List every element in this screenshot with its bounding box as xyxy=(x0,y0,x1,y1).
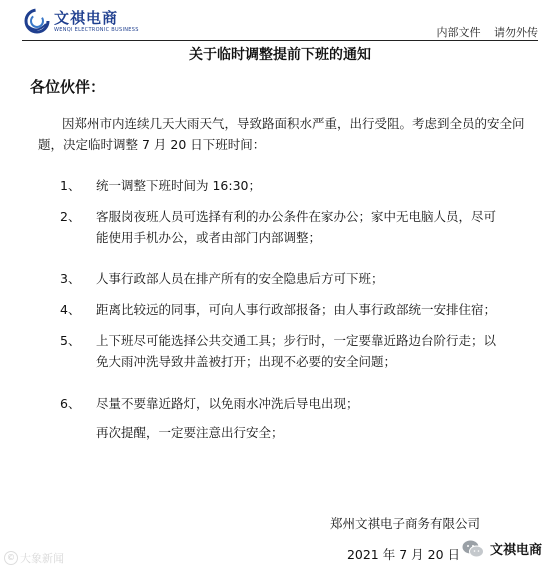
item-number: 4、 xyxy=(60,302,81,317)
notice-date: 2021 年 7 月 20 日 xyxy=(346,547,460,562)
logo-english-text: WENQI ELECTRONIC BUSINESS xyxy=(54,26,139,33)
item-text: 人事行政部人员在排产所有的安全隐患后方可下班； xyxy=(96,271,384,286)
item-text: 距离比较远的同事，可向人事行政部报备；由人事行政部统一安排住宿； xyxy=(96,302,497,317)
item-number: 6、 xyxy=(60,396,81,411)
greeting: 各位伙伴： xyxy=(30,78,106,96)
no-forward-tag: 请勿外传 xyxy=(494,26,538,39)
item-number: 5、 xyxy=(60,333,81,348)
item-number: 1、 xyxy=(60,178,81,193)
logo-swirl-icon xyxy=(24,8,50,34)
internal-doc-tag: 内部文件 xyxy=(436,26,481,39)
item-text: 尽量不要靠近路灯，以免雨水冲洗后导电出现； xyxy=(96,396,359,411)
document-header xyxy=(0,0,560,42)
header-divider xyxy=(22,40,538,41)
wechat-watermark-text: 文祺电商 xyxy=(489,543,542,558)
copyright-icon: © xyxy=(4,551,18,565)
logo-chinese-text: 文祺电商 xyxy=(54,8,119,27)
item-number: 2、 xyxy=(60,209,81,224)
news-watermark-text: 大象新闻 xyxy=(20,552,64,565)
item-text: 客服岗夜班人员可选择有利的办公条件在家办公；家中无电脑人员，尽可能使用手机办公，或者由部门内部调整； xyxy=(96,209,497,245)
item-text: 上下班尽可能选择公共交通工具；步行时，一定要靠近路边台阶行走；以免大雨冲洗导致井盖被打开；出现不必要的安全问题； xyxy=(96,333,497,369)
wechat-icon xyxy=(462,540,484,558)
wechat-watermark xyxy=(462,539,542,558)
company-logo xyxy=(24,8,139,34)
closing-reminder: 再次提醒，一定要注意出行安全； xyxy=(96,425,284,440)
item-number: 3、 xyxy=(60,271,81,286)
company-signature: 郑州文祺电子商务有限公司 xyxy=(329,516,480,531)
news-watermark xyxy=(4,550,64,566)
item-text: 统一调整下班时间为 16:30； xyxy=(96,178,261,193)
intro-paragraph: 因郑州市内连续几天大雨天气，导致路面积水严重，出行受阻。考虑到全员的安全问题，决定临时调整 7 月 20 日下班时间： xyxy=(38,116,525,152)
notice-title: 关于临时调整提前下班的通知 xyxy=(189,47,371,63)
document-classification xyxy=(437,24,539,40)
